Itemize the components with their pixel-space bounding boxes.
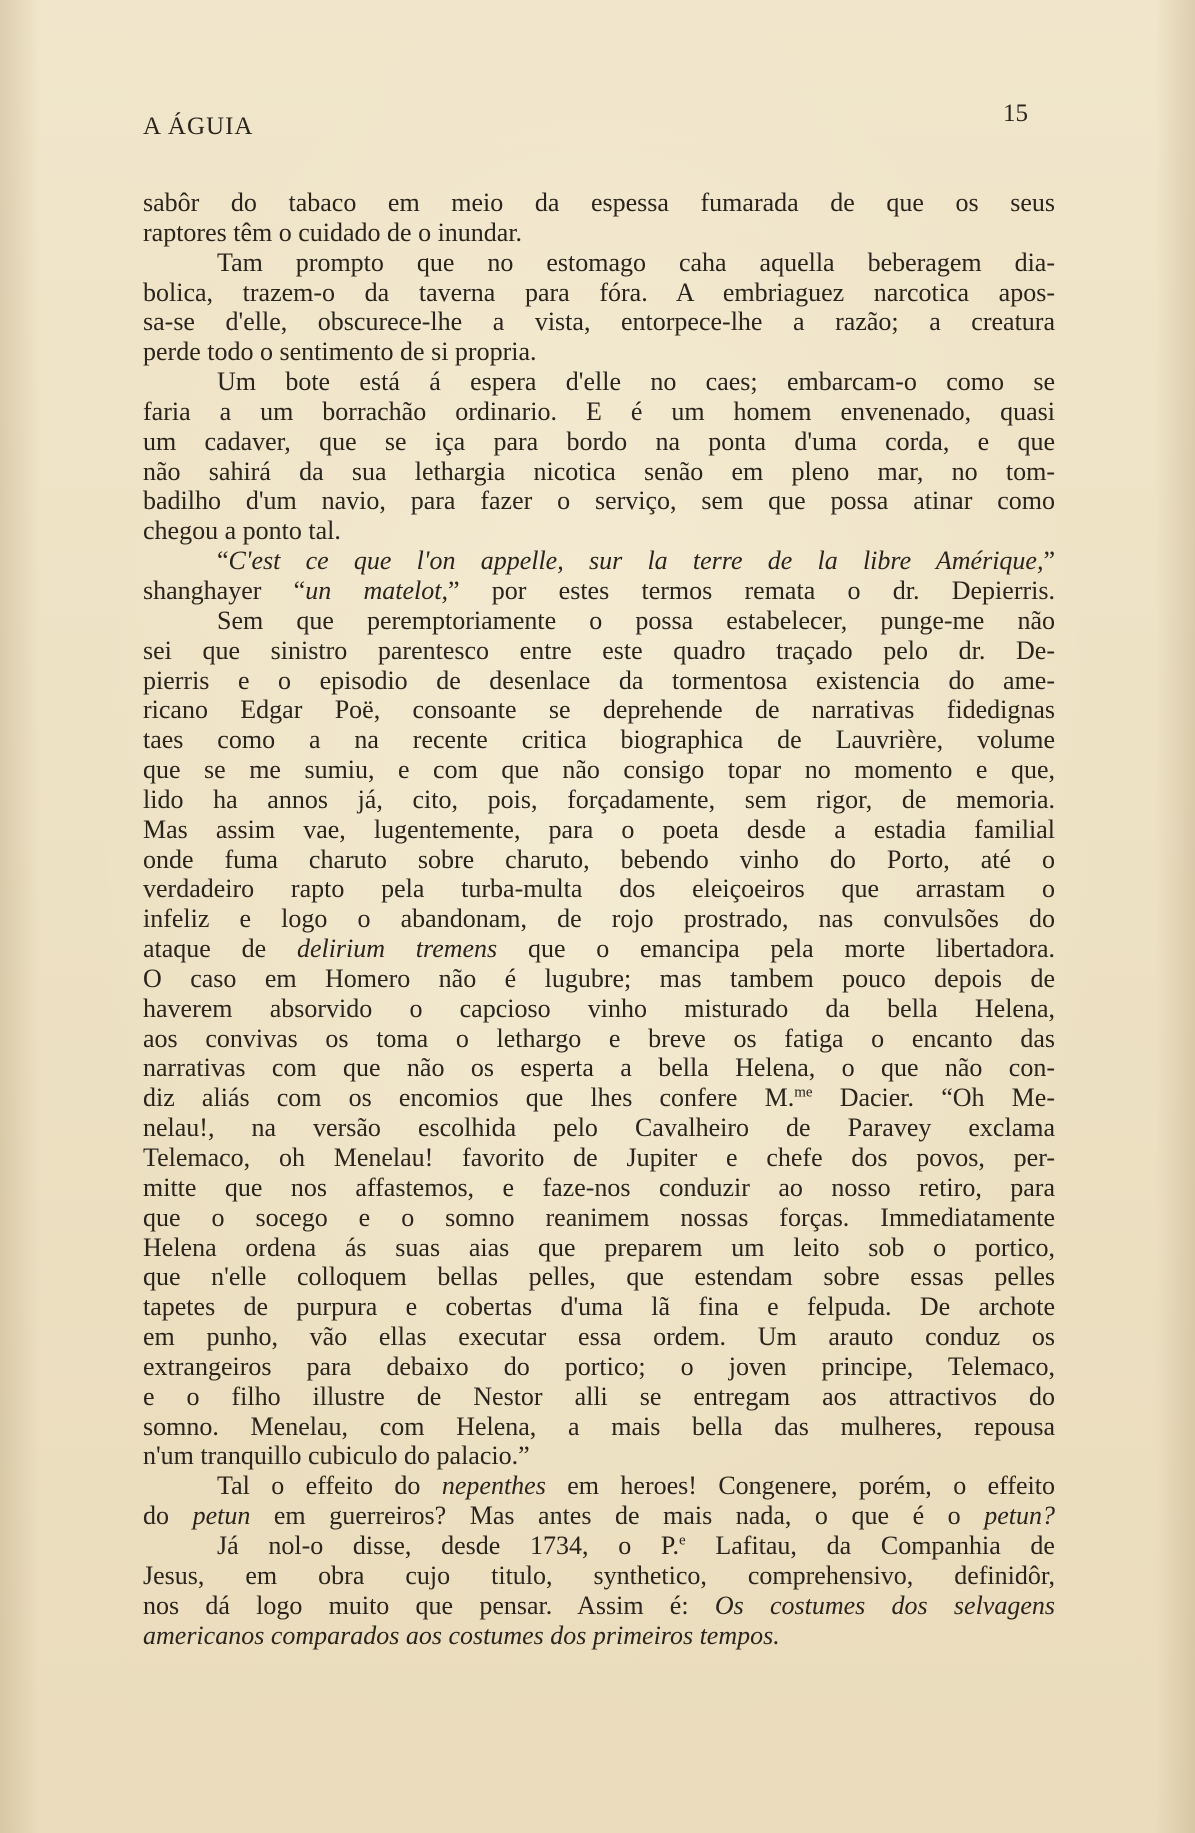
- text-segment: somno. Menelau, com Helena, a mais bella das mulheres, repousa: [143, 1411, 1055, 1441]
- text-line: [143, 1143, 1055, 1173]
- text-line: [143, 188, 1055, 218]
- italic-text: Os costumes dos selvagens: [714, 1590, 1055, 1620]
- text-segment: aos convivas os toma o lethargo e breve os fatiga o encanto das: [143, 1023, 1055, 1053]
- text-line: [143, 1024, 1055, 1054]
- text-segment: Um bote está á espera d'elle no caes; embarcam-o como se: [217, 367, 1055, 397]
- text-segment: taes como a na recente critica biographica de Lauvrière, volume: [143, 725, 1055, 755]
- text-line: [143, 397, 1055, 427]
- text-line: [143, 1441, 1055, 1471]
- text-segment: sa-se d'elle, obscurece-lhe a vista, entorpece-lhe a razão; a creatura: [143, 307, 1055, 337]
- text-segment: sabôr do tabaco em meio da espessa fumarada de que os seus: [143, 188, 1055, 217]
- text-line: [143, 1292, 1055, 1322]
- text-line: [143, 815, 1055, 845]
- text-line: [143, 516, 1055, 546]
- text-line: [143, 994, 1055, 1024]
- page-edge-shadow-right: [1155, 0, 1195, 1833]
- text-line: [143, 1382, 1055, 1412]
- text-segment: sei que sinistro parentesco entre este quadro traçado pelo dr. De-: [143, 635, 1055, 665]
- text-line: [143, 576, 1055, 606]
- text-segment: diz aliás com os encomios que lhes confere M.: [143, 1083, 795, 1113]
- text-segment: Telemaco, oh Menelau! favorito de Jupiter e chefe dos povos, per-: [143, 1143, 1055, 1172]
- text-line: [143, 755, 1055, 785]
- text-line: [143, 367, 1055, 397]
- text-line: [143, 1471, 1055, 1501]
- text-segment: nos dá logo muito que pensar. Assim é:: [143, 1590, 715, 1620]
- text-line: [143, 1173, 1055, 1203]
- text-segment: Sem que peremptoriamente o possa estabelecer, punge-me não: [217, 605, 1055, 635]
- text-segment: bolica, trazem-o da taverna para fóra. A embriaguez narcotica apos-: [143, 277, 1055, 307]
- text-line: [143, 457, 1055, 487]
- text-segment: Tam prompto que no estomago caha aquella beberagem dia-: [217, 247, 1055, 277]
- text-segment: do: [143, 1501, 193, 1531]
- text-segment: raptores têm o cuidado de o inundar.: [143, 217, 523, 247]
- text-line: [143, 636, 1055, 666]
- text-segment: nelau!, na versão escolhida pelo Cavalheiro de Paravey exclama: [143, 1113, 1055, 1143]
- text-line: [143, 1621, 1055, 1651]
- text-segment: não sahirá da sua lethargia nicotica senão em pleno mar, no tom-: [143, 456, 1055, 486]
- text-segment: perde todo o sentimento de si propria.: [143, 337, 537, 367]
- text-segment: que n'elle colloquem bellas pelles, que estendam sobre essas pelles: [143, 1262, 1055, 1292]
- text-segment: O caso em Homero não é lugubre; mas tambem pouco depois de: [143, 963, 1055, 993]
- text-line: [143, 278, 1055, 308]
- text-segment: ricano Edgar Poë, consoante se deprehende de narrativas fidedignas: [143, 695, 1055, 725]
- text-line: [143, 546, 1055, 576]
- text-line: [143, 1203, 1055, 1233]
- text-line: [143, 337, 1055, 367]
- text-segment: Mas assim vae, lugentemente, para o poeta desde a estadia familial: [143, 814, 1055, 844]
- text-line: [143, 666, 1055, 696]
- text-segment: infeliz e logo o abandonam, de rojo prostrado, nas convulsões do: [143, 904, 1055, 934]
- text-line: [143, 904, 1055, 934]
- page-number: 15: [1003, 100, 1028, 127]
- text-segment: Jesus, em obra cujo titulo, synthetico, comprehensivo, definidôr,: [143, 1560, 1055, 1590]
- italic-text: un matelot,: [305, 575, 448, 605]
- text-segment: tapetes de purpura e cobertas d'uma lã fina e felpuda. De archote: [143, 1292, 1055, 1322]
- italic-text: nepenthes: [441, 1471, 546, 1501]
- text-segment: que o emancipa pela morte libertadora.: [497, 934, 1055, 964]
- text-segment: verdadeiro rapto pela turba-multa dos eleiçoeiros que arrastam o: [143, 874, 1055, 904]
- text-segment: em punho, vão ellas executar essa ordem. Um arauto conduz os: [143, 1322, 1055, 1352]
- text-line: [143, 874, 1055, 904]
- text-line: [143, 1531, 1055, 1561]
- text-line: [143, 307, 1055, 337]
- text-segment: em heroes! Congenere, porém, o effeito: [545, 1471, 1055, 1501]
- text-segment: e o filho illustre de Nestor alli se entregam aos attractivos do: [143, 1381, 1055, 1411]
- text-segment: Lafitau, da Companhia de: [685, 1530, 1055, 1560]
- text-line: [143, 606, 1055, 636]
- text-segment: mitte que nos affastemos, e faze-nos conduzir ao nosso retiro, para: [143, 1172, 1055, 1202]
- text-line: [143, 1083, 1055, 1113]
- text-line: [143, 486, 1055, 516]
- text-segment: “: [217, 546, 229, 576]
- text-line: [143, 785, 1055, 815]
- text-line: [143, 248, 1055, 278]
- text-segment: shanghayer “: [143, 575, 306, 605]
- text-line: [143, 1233, 1055, 1263]
- text-line: [143, 1053, 1055, 1083]
- text-line: [143, 427, 1055, 457]
- text-segment: n'um tranquillo cubiculo do palacio.”: [143, 1441, 530, 1471]
- text-line: [143, 934, 1055, 964]
- italic-text: C'est ce que l'on appelle, sur la terre de la libre Amérique,: [228, 546, 1044, 576]
- running-title: A ÁGUIA: [143, 113, 254, 140]
- page-edge-shadow-left: [0, 0, 40, 1833]
- text-segment: Já nol-o disse, desde 1734, o P.: [217, 1530, 679, 1560]
- italic-text: petun?: [984, 1501, 1055, 1531]
- text-segment: ”: [1043, 546, 1055, 576]
- text-segment: ataque de: [143, 934, 297, 964]
- text-segment: que se me sumiu, e com que não consigo topar no momento e que,: [143, 755, 1055, 785]
- text-line: [143, 1501, 1055, 1531]
- text-segment: lido ha annos já, cito, pois, forçadamente, sem rigor, de memoria.: [143, 784, 1055, 814]
- text-line: [143, 218, 1055, 248]
- text-line: [143, 964, 1055, 994]
- text-segment: extrangeiros para debaixo do portico; o joven principe, Telemaco,: [143, 1351, 1055, 1381]
- text-line: [143, 1561, 1055, 1591]
- italic-text: petun: [192, 1501, 251, 1531]
- text-line: [143, 725, 1055, 755]
- italic-text: americanos comparados aos costumes dos primeiros tempos.: [143, 1620, 780, 1650]
- text-segment: faria a um borrachão ordinario. E é um homem envenenado, quasi: [143, 396, 1055, 426]
- text-line: [143, 1113, 1055, 1143]
- italic-text: delirium tremens: [296, 934, 498, 964]
- text-segment: em guerreiros? Mas antes de mais nada, o que é o: [250, 1501, 985, 1531]
- body-text: [143, 188, 1055, 1650]
- text-segment: Dacier. “Oh Me-: [812, 1083, 1055, 1113]
- text-segment: badilho d'um navio, para fazer o serviço, sem que possa atinar como: [143, 486, 1055, 516]
- text-line: [143, 1262, 1055, 1292]
- text-segment: ” por estes termos remata o dr. Depierris.: [447, 575, 1055, 605]
- text-segment: Tal o effeito do: [217, 1471, 442, 1501]
- text-line: [143, 845, 1055, 875]
- text-line: [143, 1322, 1055, 1352]
- superscript-text: e: [679, 1532, 686, 1549]
- text-segment: chegou a ponto tal.: [143, 516, 341, 546]
- text-segment: que o socego e o somno reanimem nossas forças. Immediatamente: [143, 1202, 1055, 1232]
- text-segment: pierris e o episodio de desenlace da tormentosa existencia do ame-: [143, 665, 1055, 695]
- superscript-text: me: [794, 1084, 813, 1101]
- text-segment: Helena ordena ás suas aias que preparem um leito sob o portico,: [143, 1232, 1055, 1262]
- text-line: [143, 1591, 1055, 1621]
- text-segment: onde fuma charuto sobre charuto, bebendo vinho do Porto, até o: [143, 844, 1055, 874]
- text-line: [143, 1352, 1055, 1382]
- text-segment: haverem absorvido o capcioso vinho misturado da bella Helena,: [143, 993, 1055, 1023]
- text-segment: narrativas com que não os esperta a bella Helena, o que não con-: [143, 1053, 1055, 1083]
- text-line: [143, 695, 1055, 725]
- text-line: [143, 1412, 1055, 1442]
- text-segment: um cadaver, que se iça para bordo na ponta d'uma corda, e que: [143, 426, 1055, 456]
